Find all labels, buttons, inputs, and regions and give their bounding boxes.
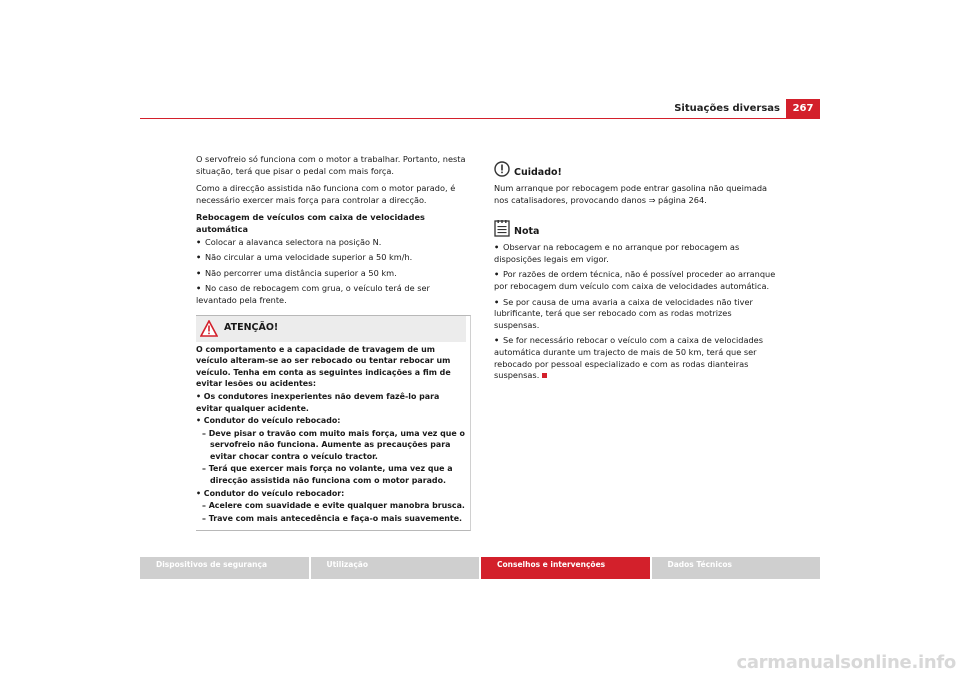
warning-triangle-icon	[200, 320, 218, 337]
header-rule	[140, 118, 820, 119]
list-item-text: Observar na rebocagem e no arranque por rebocagem as disposições legais em vigor.	[494, 242, 740, 264]
note-pad-icon	[494, 220, 510, 237]
tab-dispositivos-de-seguranca[interactable]: Dispositivos de segurança	[140, 557, 309, 579]
list-item	[196, 252, 471, 264]
warning-item	[196, 488, 466, 500]
bullet-dot-icon: •	[494, 242, 500, 253]
exclamation-circle-icon	[494, 161, 510, 177]
warning-item-text: Os condutores inexperientes não devem fazê-lo para evitar qualquer acidente.	[196, 391, 440, 413]
list-item	[196, 237, 471, 249]
bullet-dot-icon: •	[494, 335, 500, 346]
warning-item-text: Condutor do veículo rebocado:	[203, 416, 341, 426]
list-item-text: Colocar a alavanca selectora na posição N.	[205, 236, 382, 247]
list-item	[494, 297, 776, 332]
warning-subitem-text: Terá que exercer mais força no volante, uma vez que a direcção assistida não funciona com o motor parado.	[208, 464, 453, 486]
left-column	[196, 154, 471, 531]
right-column	[494, 161, 776, 386]
warning-subitem: – Deve pisar o travão com muito mais força, uma vez que o servofreio não funciona. Aumente as precauções para evitar chocar contra o veículo tractor.	[202, 428, 465, 461]
bullet-dot-icon: •	[196, 391, 204, 401]
warning-header	[196, 316, 466, 342]
warning-subitem: – Trave com mais antecedência e faça-o mais suavemente.	[202, 513, 463, 523]
caution-header	[494, 161, 776, 183]
warning-subitem-text: Acelere com suavidade e evite qualquer manobra brusca.	[208, 501, 465, 511]
list-item-text: Se por causa de uma avaria a caixa de velocidades não tiver lubrificante, terá que ser rebocado com as rodas motrizes suspensas.	[494, 296, 753, 330]
bullet-dot-icon: •	[196, 283, 202, 294]
warning-item	[196, 391, 466, 414]
paragraph-direccao: Como a direcção assistida não funciona com o motor parado, é necessário exercer mais força para controlar a direcção.	[196, 183, 456, 205]
warning-intro: O comportamento e a capacidade de travagem de um veículo alteram-se ao ser rebocado ou tentar rebocar um veículo. Tenha em conta as seguintes indicações a fim de evitar lesões ou acidentes:	[196, 344, 451, 389]
watermark: carmanualsonline.info	[736, 652, 956, 673]
bullet-dot-icon: •	[494, 269, 500, 280]
end-square-icon	[542, 373, 547, 378]
paragraph-servofreio: O servofreio só funciona com o motor a trabalhar. Portanto, nesta situação, terá que pisar o pedal com mais força.	[196, 154, 466, 176]
warning-subitem: – Terá que exercer mais força no volante, uma vez que a direcção assistida não funciona com o motor parado.	[202, 464, 453, 486]
footer-nav	[140, 557, 820, 579]
warning-item-text: Condutor do veículo rebocador:	[203, 488, 345, 498]
bullet-dot-icon: •	[196, 267, 202, 278]
warning-subitem-text: Trave com mais antecedência e faça-o mais suavemente.	[208, 513, 463, 523]
warning-subitem-text: Deve pisar o travão com muito mais força, uma vez que o servofreio não funciona. Aumente as precauções para evitar chocar contra o veículo tractor.	[208, 428, 465, 461]
warning-subitem: – Acelere com suavidade e evite qualquer manobra brusca.	[202, 501, 465, 511]
section-title: Situações diversas	[674, 103, 780, 114]
bullet-dot-icon: •	[196, 252, 202, 263]
tab-utilizacao[interactable]: Utilização	[311, 557, 480, 579]
caution-title: Cuidado!	[514, 167, 562, 178]
bullet-dot-icon: •	[196, 416, 204, 426]
warning-box	[196, 315, 471, 532]
tab-conselhos-e-intervencoes[interactable]: Conselhos e intervenções	[481, 557, 650, 579]
list-item-text: Não percorrer uma distância superior a 50 km.	[205, 267, 397, 278]
list-item	[494, 335, 776, 381]
list-item	[196, 268, 471, 280]
bullet-dot-icon: •	[196, 236, 202, 247]
warning-body	[196, 342, 466, 525]
bullet-dot-icon: •	[494, 296, 500, 307]
list-item-text: Por razões de ordem técnica, não é possível proceder ao arranque por rebocagem dum veículo com caixa de velocidades automática.	[494, 269, 776, 291]
list-item	[494, 242, 776, 265]
list-item-text: No caso de rebocagem com grua, o veículo terá de ser levantado pela frente.	[196, 283, 430, 305]
subheading-automatic: Rebocagem de veículos com caixa de velocidades automática	[196, 212, 425, 234]
warning-item	[196, 415, 466, 427]
list-item-text: Se for necessário rebocar o veículo com a caixa de velocidades automática durante um trajecto de mais de 50 km, terá que ser rebocado por pessoal especializado e com as rodas dianteiras suspensas.	[494, 335, 763, 381]
bullet-dot-icon: •	[196, 488, 204, 498]
note-title: Nota	[514, 226, 540, 238]
page-number: 267	[786, 99, 820, 119]
list-item-text: Não circular a uma velocidade superior a 50 km/h.	[205, 252, 413, 263]
tab-dados-tecnicos[interactable]: Dados Técnicos	[652, 557, 821, 579]
warning-title: ATENÇÃO!	[224, 321, 279, 333]
list-item	[196, 283, 471, 306]
caution-text: Num arranque por rebocagem pode entrar gasolina não queimada nos catalisadores, provocando danos ⇒ página 264.	[494, 183, 768, 205]
list-item	[494, 269, 776, 292]
note-header	[494, 220, 776, 242]
